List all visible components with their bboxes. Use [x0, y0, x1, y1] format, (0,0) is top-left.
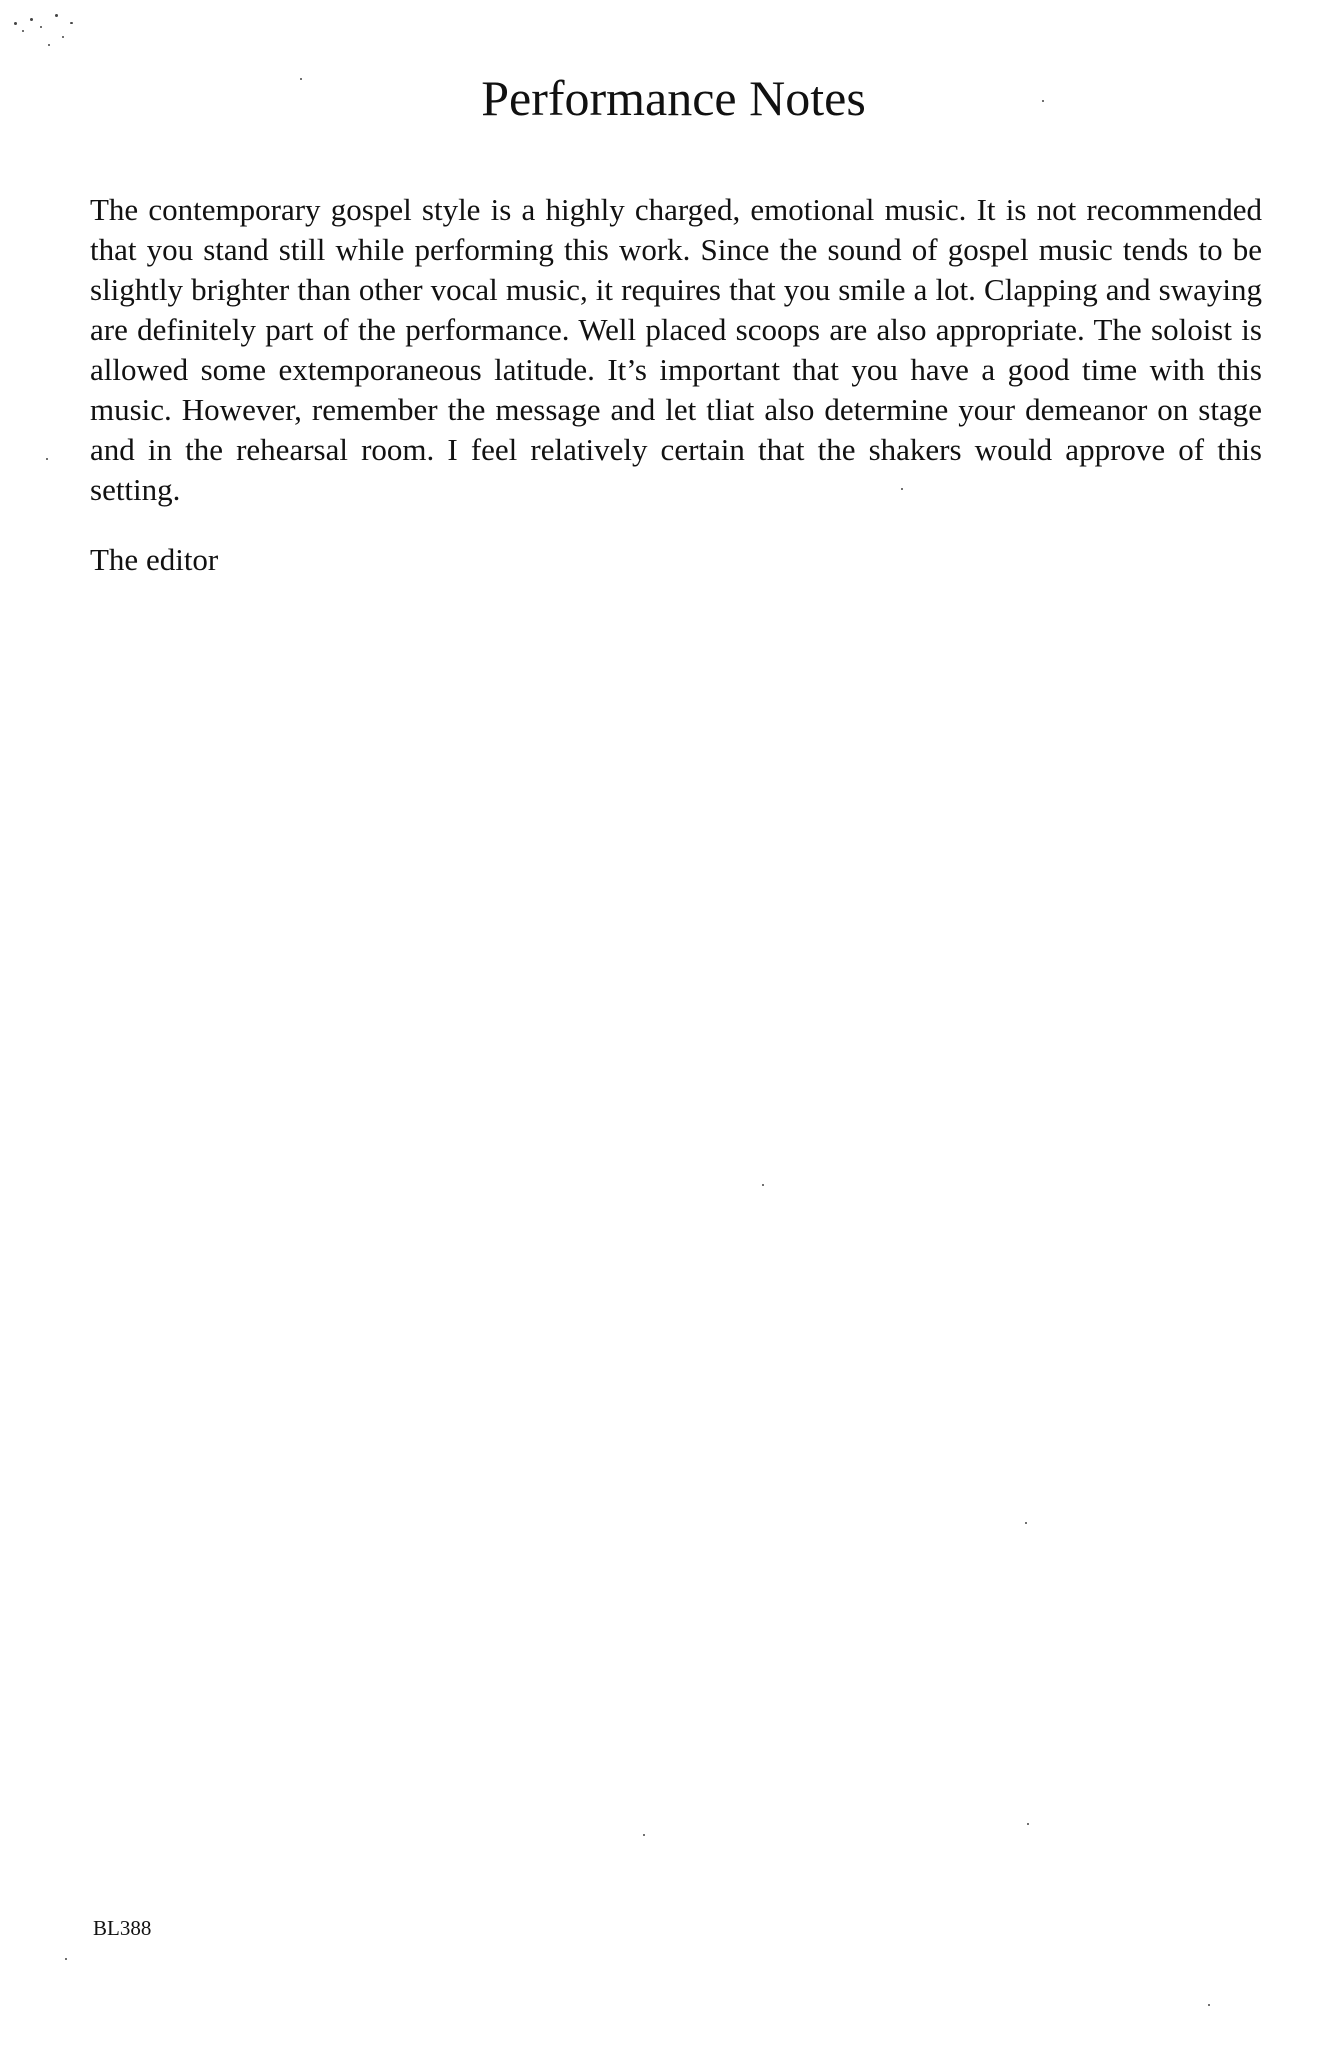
scan-speck — [1027, 1823, 1029, 1825]
page-title: Performance Notes — [481, 70, 866, 126]
scan-speck — [1025, 1522, 1027, 1524]
scan-speck — [1208, 2004, 1210, 2006]
catalog-number: BL388 — [93, 1916, 152, 1940]
scan-speck — [14, 22, 17, 25]
scan-speck — [40, 26, 42, 28]
scan-speck — [70, 22, 73, 24]
scan-speck — [762, 1184, 764, 1186]
scan-speck — [22, 30, 24, 32]
scan-speck — [46, 458, 48, 460]
scan-speck — [643, 1834, 645, 1836]
performance-notes-paragraph: The contemporary gospel style is a highly charged, emotional music. It is not recommended that you stand still while performing this work. Since the sound of gospel music tends to be slightly brighter than other vocal music, it requires that you smile a lot. Clapping and swaying are definitely part of the performance. Well placed scoops are also appropriate. The soloist is allowed some extemporaneous latitude. It’s important that you have a good time with this music. However, remember the message and let tliat also determine your demeanor on stage and in the rehearsal room. I feel relatively certain that the shakers would approve of this setting. — [90, 192, 1262, 507]
scan-speck — [48, 44, 50, 46]
scan-speck — [65, 1958, 67, 1960]
scan-speck — [55, 14, 58, 17]
scan-speck — [30, 18, 33, 21]
scan-speck — [62, 36, 64, 38]
signature: The editor — [90, 542, 219, 577]
